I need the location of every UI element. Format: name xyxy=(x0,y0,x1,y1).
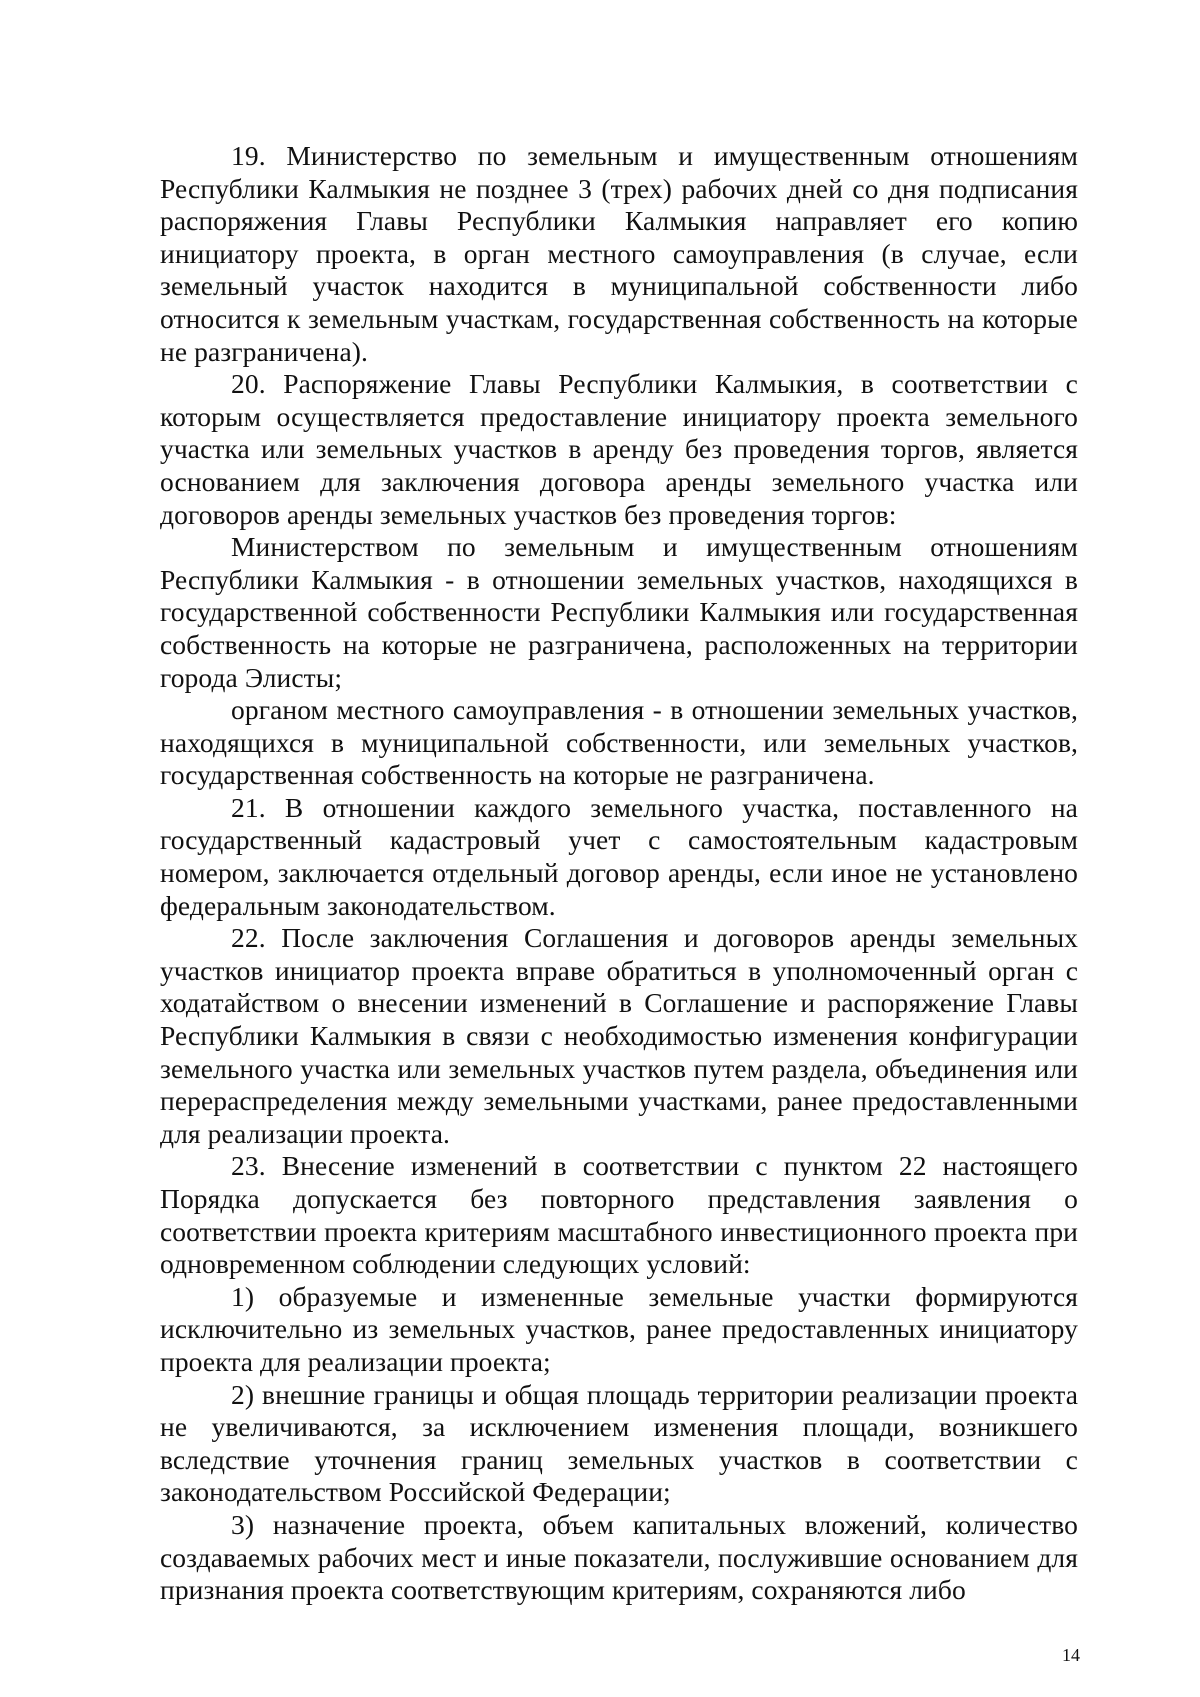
paragraph-20-ministry: Министерством по земельным и имущественным отношениям Республики Калмыкия - в отношении земельных участков, находящихся в государственной собственности Республики Калмыкия или государственная собственность на которые не разграничена, расположенных на территории города Элисты; xyxy=(160,531,1078,693)
paragraph-23-item-3: 3) назначение проекта, объем капитальных вложений, количество создаваемых рабочих мест и иные показатели, послужившие основанием для признания проекта соответствующим критериям, сохраняются либо xyxy=(160,1508,1078,1606)
paragraph-19: 19. Министерство по земельным и имущественным отношениям Республики Калмыкия не позднее 3 (трех) рабочих дней со дня подписания распоряжения Главы Республики Калмыкия направляет его копию инициатору проекта, в орган местного самоуправления (в случае, если земельный участок находится в муниципальной собственности либо относится к земельным участкам, государственная собственность на которые не разграничена). xyxy=(160,140,1078,367)
document-body xyxy=(160,140,1078,1607)
page-number: 14 xyxy=(1062,1645,1080,1665)
paragraph-23: 23. Внесение изменений в соответствии с пунктом 22 настоящего Порядка допускается без повторного представления заявления о соответствии проекта критериям масштабного инвестиционного проекта при одновременном соблюдении следующих условий: xyxy=(160,1150,1078,1280)
paragraph-23-item-2: 2) внешние границы и общая площадь территории реализации проекта не увеличиваются, за исключением изменения площади, возникшего вследствие уточнения границ земельных участков в соответствии с законодательством Российской Федерации; xyxy=(160,1378,1078,1508)
paragraph-20-local-authority: органом местного самоуправления - в отношении земельных участков, находящихся в муниципальной собственности, или земельных участков, государственная собственность на которые не разграничена. xyxy=(160,694,1078,791)
paragraph-22: 22. После заключения Соглашения и договоров аренды земельных участков инициатор проекта вправе обратиться в уполномоченный орган с ходатайством о внесении изменений в Соглашение и распоряжение Главы Республики Калмыкия в связи с необходимостью изменения конфигурации земельного участка или земельных участков путем раздела, объединения или перераспределения между земельными участками, ранее предоставленными для реализации проекта. xyxy=(160,922,1078,1149)
paragraph-21: 21. В отношении каждого земельного участка, поставленного на государственный кадастровый учет с самостоятельным кадастровым номером, заключается отдельный договор аренды, если иное не установлено федеральным законодательством. xyxy=(160,791,1078,921)
paragraph-23-item-1: 1) образуемые и измененные земельные участки формируются исключительно из земельных участков, ранее предоставленных инициатору проекта для реализации проекта; xyxy=(160,1280,1078,1377)
paragraph-20: 20. Распоряжение Главы Республики Калмыкия, в соответствии с которым осуществляется предоставление инициатору проекта земельного участка или земельных участков в аренду без проведения торгов, является основанием для заключения договора аренды земельного участка или договоров аренды земельных участков без проведения торгов: xyxy=(160,368,1078,530)
